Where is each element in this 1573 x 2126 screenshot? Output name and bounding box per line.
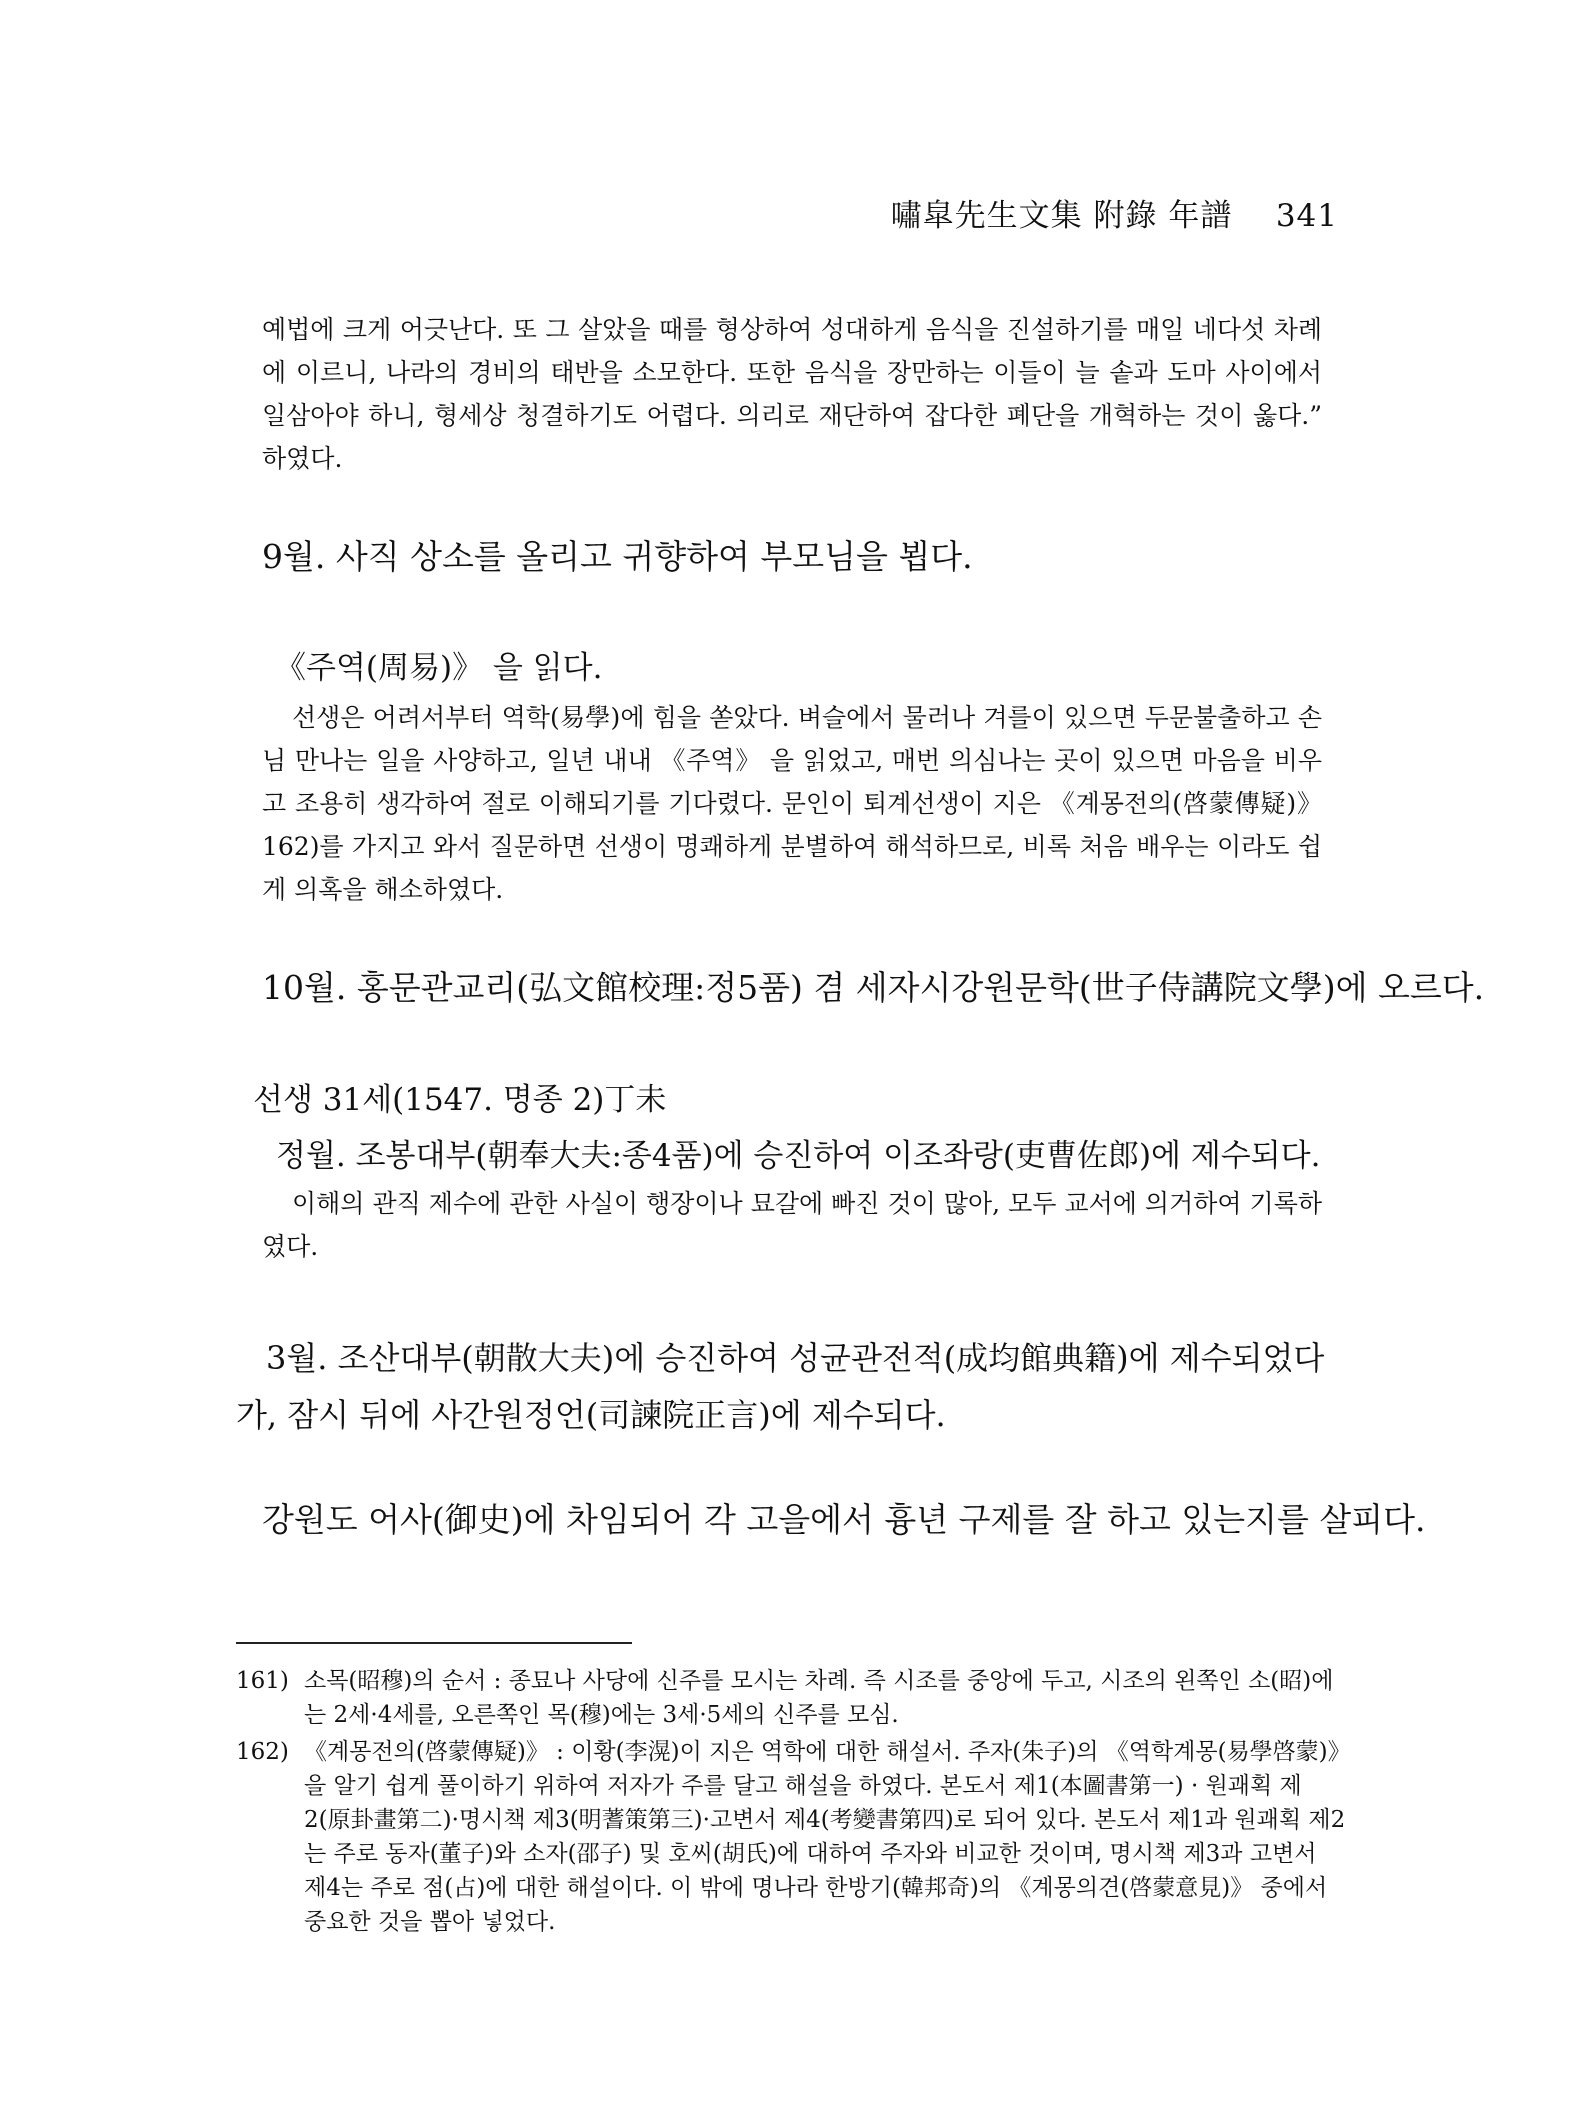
age-line: 선생 31세(1547. 명종 2)丁未 [253, 1082, 667, 1118]
continuation-paragraph: 예법에 크게 어긋난다. 또 그 살았을 때를 형상하여 성대하게 음식을 진설하기를 매일 네다섯 차례에 이르니, 나라의 경비의 태반을 소모한다. 또한 음식을 장만하는 이들이 늘 솥과 도마 사이에서 일삼아야 하니, 형세상 청결하기도 어렵다. 의리로 재단하여 잡다한 폐단을 개혁하는 것이 옳다.” 하였다. [262, 315, 1322, 473]
zhouyi-paragraph-block [262, 696, 1322, 911]
footnote-text: 소목(昭穆)의 순서 : 종묘나 사당에 신주를 모시는 차례. 즉 시조를 중앙에 두고, 시조의 왼쪽인 소(昭)에는 2세·4세를, 오른쪽인 목(穆)에는 3세·5세의 신주를 모심. [304, 1668, 1334, 1728]
footnote-divider [236, 1642, 632, 1644]
footnote-161 [236, 1664, 1346, 1732]
footnote-text: 《계몽전의(啓蒙傳疑)》 : 이황(李滉)이 지은 역학에 대한 해설서. 주자(朱子)의 《역학계몽(易學啓蒙)》을 알기 쉽게 풀이하기 위하여 저자가 주를 달고 해설을 하였다. 본도서 제1(本圖書第一) · 원괘획 제2(原卦畫第二)·명시책 제3(明蓍策第三)·고변서 제4(考變書第四)로 되어 있다. 본도서 제1과 원괘획 제2는 주로 동자(董子)와 소자(邵子) 및 호씨(胡氏)에 대하여 주자와 비교한 것이며, 명시책 제3과 고변서 제4는 주로 점(占)에 대한 해설이다. 이 밖에 명나라 한방기(韓邦奇)의 《계몽의견(啓蒙意見)》 중에서 중요한 것을 뽑아 넣었다. [304, 1739, 1346, 1935]
footnote-number: 161) [236, 1668, 289, 1694]
heading-october: 10월. 홍문관교리(弘文館校理:정5품) 겸 세자시강원문학(世子侍講院文學)에 오르다. [262, 968, 1485, 1007]
heading-march: 3월. 조산대부(朝散大夫)에 승진하여 성균관전적(成均館典籍)에 제수되었다가, 잠시 뒤에 사간원정언(司諫院正言)에 제수되다. [236, 1339, 1325, 1434]
heading-gangwon: 강원도 어사(御史)에 차임되어 각 고을에서 흉년 구제를 잘 하고 있는지를 살피다. [262, 1500, 1426, 1539]
footnote-162 [236, 1735, 1346, 1939]
page-number: 341 [1275, 198, 1338, 234]
running-header [891, 190, 1338, 235]
heading-january: 정월. 조봉대부(朝奉大夫:종4품)에 승진하여 이조좌랑(吏曹佐郎)에 제수되다. [276, 1138, 1321, 1174]
zhouyi-paragraph: 선생은 어려서부터 역학(易學)에 힘을 쏟았다. 벼슬에서 물러나 겨를이 있으면 두문불출하고 손님 만나는 일을 사양하고, 일년 내내 《주역》 을 읽었고, 매번 의심나는 곳이 있으면 마음을 비우고 조용히 생각하여 절로 이해되기를 기다렸다. 문인이 퇴계선생이 지은 《계몽전의(啓蒙傳疑)》 162)를 가지고 와서 질문하면 선생이 명쾌하게 분별하여 해석하므로, 비록 처음 배우는 이라도 쉽게 의혹을 해소하였다. [262, 703, 1322, 904]
continuation-paragraph-block [262, 308, 1322, 480]
footnote-number: 162) [236, 1739, 289, 1765]
header-title: 嘯皐先生文集 附錄 年譜 [890, 198, 1233, 234]
january-paragraph-block [262, 1182, 1322, 1268]
subheading-zhouyi: 《주역(周易)》 을 읽다. [275, 650, 603, 686]
january-paragraph: 이해의 관직 제수에 관한 사실이 행장이나 묘갈에 빠진 것이 많아, 모두 교서에 의거하여 기록하였다. [262, 1189, 1322, 1261]
heading-september: 9월. 사직 상소를 올리고 귀향하여 부모님을 뵙다. [262, 537, 973, 576]
